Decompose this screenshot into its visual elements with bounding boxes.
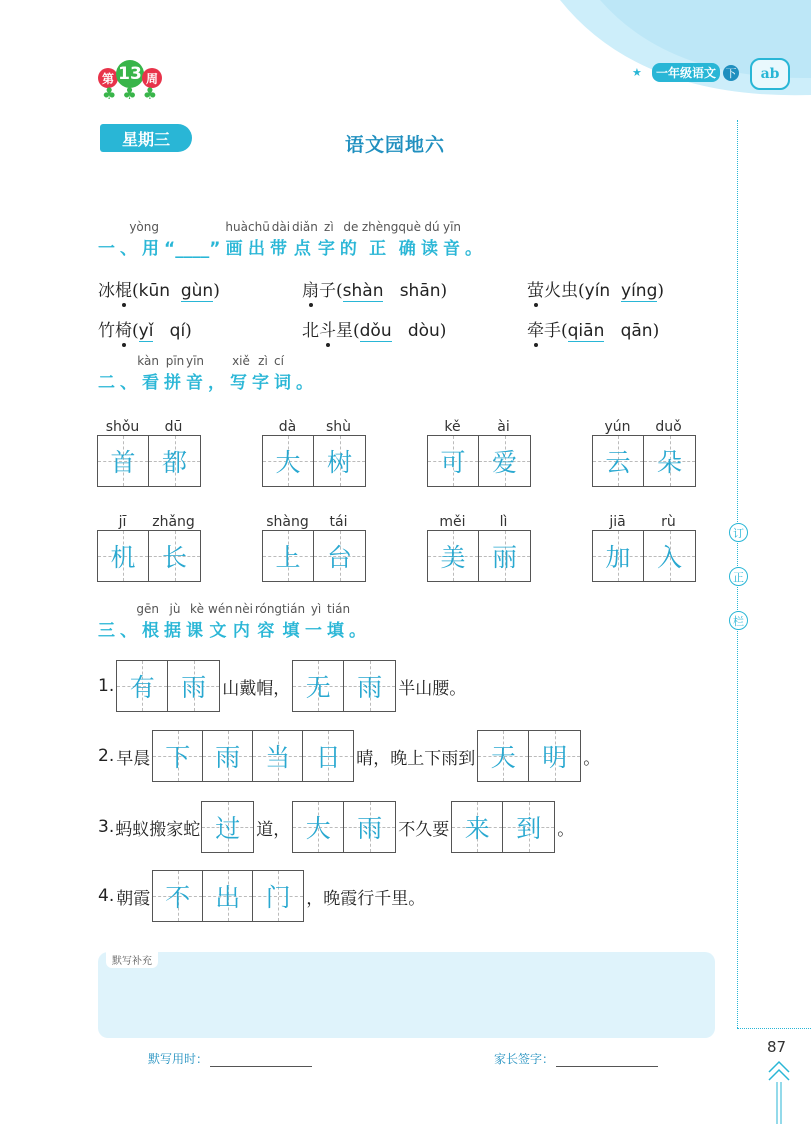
s2-word-3: kě ài 可 爱 — [427, 416, 531, 487]
margin-dotted-bottom — [737, 1028, 811, 1029]
s2-word-6-box: 上 台 — [262, 530, 366, 582]
grade-badge: 下 — [723, 65, 739, 81]
time-label: 默写用时： — [148, 1052, 209, 1066]
s3-t2: kè 课 — [186, 602, 208, 641]
s3-line-2-num: 2. — [98, 746, 115, 766]
s1-item-3-word: 萤火虫 — [527, 281, 578, 301]
s1-item-5-word: 北斗星 — [302, 321, 353, 341]
s2-word-3-box: 可 爱 — [427, 435, 531, 487]
section3-title — [98, 602, 371, 641]
chevron-up-icon — [767, 1060, 791, 1124]
s2-word-5: jī zhǎng 机 长 — [97, 511, 201, 582]
s2-t1: pīn 拼 — [164, 354, 186, 393]
s1-item-3: 萤火虫(yín yíng) — [527, 281, 665, 301]
s3-line-3-num: 3. — [98, 817, 115, 837]
side-label-3: 栏 — [729, 611, 748, 630]
s1-t4: huà 画 — [225, 220, 248, 259]
time-field[interactable] — [148, 1050, 312, 1067]
grade-label: 一年级语文 — [652, 63, 720, 82]
s1-t8: zì 字 — [317, 220, 340, 259]
grade-label-group — [652, 63, 739, 82]
s1-t12: dú 读 — [421, 220, 443, 259]
s1-t10: zhèng 正 — [361, 220, 399, 259]
s2-word-4: yún duǒ 云 朵 — [592, 416, 696, 487]
s3-t3: wén 文 — [208, 602, 233, 641]
sign-line — [556, 1066, 658, 1067]
page-number: 87 — [767, 1038, 787, 1056]
s3-line-4-num: 4. — [98, 886, 115, 906]
s3-line-2-box2: 天 明 — [477, 730, 581, 782]
header-stars: ★ — [632, 66, 642, 79]
s3-t7: yì 一 — [305, 602, 328, 641]
s3-line-3: 3. 蚂蚁搬家蛇 过 道， 大 雨 不久要 来 到 。 — [98, 801, 574, 853]
s2-word-4-box: 云 朵 — [592, 435, 696, 487]
side-label-1: 订 — [729, 523, 748, 542]
s1-t3: ” — [209, 239, 226, 259]
day-tab — [100, 124, 192, 152]
s3-line-1-box2: 无 雨 — [292, 660, 396, 712]
sign-field[interactable] — [494, 1050, 658, 1067]
s1-item-4-word: 竹椅 — [98, 321, 132, 341]
s3-line-3-box2: 大 雨 — [292, 801, 396, 853]
s2-word-2: dà shù 大 树 — [262, 416, 366, 487]
supplement-label: 默写补充 — [106, 951, 158, 968]
s1-t13: yīn 音。 — [443, 220, 487, 259]
book-icon: ab — [750, 58, 790, 90]
s3-t4: nèi 内 — [232, 602, 255, 641]
day-label: 星期三 — [121, 129, 170, 149]
s2-t5: cí 词。 — [274, 354, 318, 393]
s3-line-2-box1: 下 雨 当 日 — [152, 730, 354, 782]
s1-item-6: 牵手(qiān qān) — [527, 321, 660, 341]
s1-t11: què 确 — [398, 220, 421, 259]
s1-t0: yòng 一、用 — [98, 220, 164, 259]
s2-word-6: shàng tái 上 台 — [262, 511, 366, 582]
section2-title — [98, 354, 318, 393]
s2-word-8: jiā rù 加 入 — [592, 511, 696, 582]
s3-line-3-box3: 来 到 — [451, 801, 555, 853]
s3-line-1-num: 1. — [98, 676, 115, 696]
lesson-title: 语文园地六 — [345, 134, 446, 156]
s3-t6: tián 填 — [282, 602, 306, 641]
side-label-2: 正 — [729, 567, 748, 586]
s3-t8: tián 填。 — [327, 602, 372, 641]
s2-t4: zì 字 — [252, 354, 274, 393]
s1-item-1: 冰棍(kūn gùn) — [98, 281, 220, 301]
s1-item-6-word: 牵手 — [527, 321, 561, 341]
s1-item-1-word: 冰棍 — [98, 281, 132, 301]
s2-word-1-box: 首 都 — [97, 435, 201, 487]
s2-word-2-box: 大 树 — [262, 435, 366, 487]
s1-item-2-word: 扇子 — [302, 281, 336, 301]
s2-word-5-box: 机 长 — [97, 530, 201, 582]
s2-word-1: shǒu dū 首 都 — [97, 416, 201, 487]
s1-t2: ____ — [175, 239, 210, 259]
s3-t0: gēn 三、根 — [98, 602, 164, 641]
s3-line-4: 4. 朝霞 不 出 门 ，晚霞行千里。 — [98, 870, 425, 922]
s3-line-1-box1: 有 雨 — [116, 660, 220, 712]
s1-t5: chū 出 — [247, 220, 270, 259]
s2-t3: xiě 写 — [230, 354, 252, 393]
s2-t2: yīn 音， — [186, 354, 230, 393]
week-suffix: 周 — [142, 68, 162, 88]
week-number: 13 — [116, 60, 144, 88]
s2-t0: kàn 二、看 — [98, 354, 164, 393]
tree-icon: ♣♣♣ — [102, 84, 164, 103]
s3-line-3-box1: 过 — [201, 801, 254, 853]
chevron-up-graphic — [767, 1060, 791, 1124]
s3-t1: jù 据 — [164, 602, 186, 641]
s1-item-4: 竹椅(yǐ qí) — [98, 321, 192, 341]
s2-word-7: měi lì 美 丽 — [427, 511, 531, 582]
s2-word-8-box: 加 入 — [592, 530, 696, 582]
week-prefix: 第 — [98, 68, 118, 88]
s1-t1: “ — [164, 239, 176, 259]
s1-t7: diǎn 点 — [291, 220, 318, 259]
s3-line-1: 1. 有 雨 山戴帽， 无 雨 半山腰。 — [98, 660, 466, 712]
time-line — [210, 1066, 312, 1067]
s1-item-2: 扇子(shàn shān) — [302, 281, 448, 301]
sign-label: 家长签字： — [494, 1052, 555, 1066]
s1-t6: dài 带 — [269, 220, 292, 259]
supplement-panel[interactable] — [98, 952, 715, 1038]
s1-item-5: 北斗星(dǒu dòu) — [302, 321, 447, 341]
s3-line-2: 2. 早晨 下 雨 当 日 晴，晚上下雨到 天 明 。 — [98, 730, 600, 782]
s3-line-4-box1: 不 出 门 — [152, 870, 304, 922]
s1-t9: de 的 — [339, 220, 362, 259]
section1-title — [98, 220, 487, 259]
s3-t5: róng 容 — [254, 602, 283, 641]
s2-word-7-box: 美 丽 — [427, 530, 531, 582]
